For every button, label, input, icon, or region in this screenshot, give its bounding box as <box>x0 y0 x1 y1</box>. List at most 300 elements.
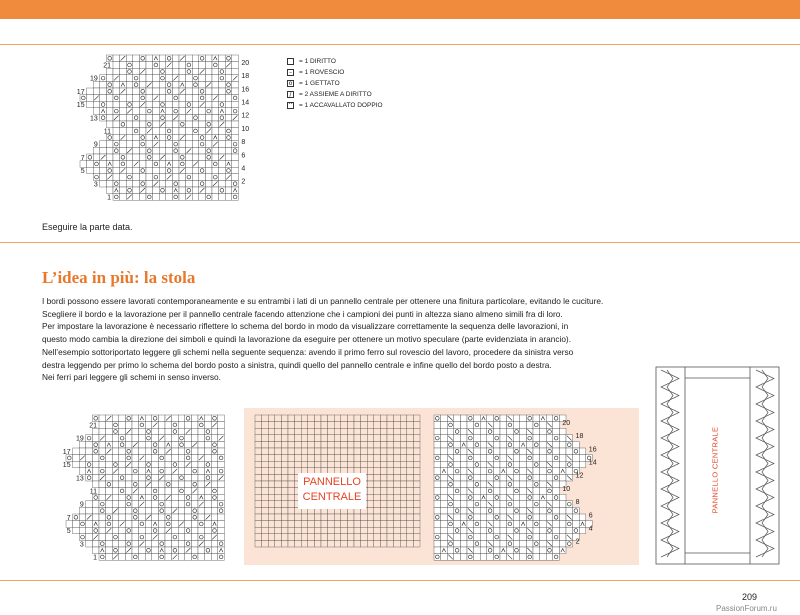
chart-cell <box>99 428 106 435</box>
chart-cell <box>232 88 239 95</box>
chart-cell <box>185 514 192 521</box>
panel-cell <box>361 428 368 435</box>
chart-cell <box>460 514 467 521</box>
chart-cell <box>553 507 560 514</box>
chart-cell <box>199 81 206 88</box>
chart-cell <box>186 68 193 75</box>
chart-cell <box>120 147 127 154</box>
chart-cell <box>474 468 481 475</box>
panel-cell <box>400 534 407 541</box>
chart-cell <box>125 507 132 514</box>
chart-cell <box>106 455 113 462</box>
row-number: 18 <box>575 433 584 441</box>
chart-cell <box>454 554 461 561</box>
chart-cell <box>172 435 179 442</box>
chart-cell <box>93 101 100 108</box>
chart-cell <box>178 422 185 429</box>
chart-cell <box>513 474 520 481</box>
chart-cell <box>520 514 527 521</box>
row-number: 10 <box>562 485 571 493</box>
chart-cell <box>172 154 179 161</box>
chart-cell <box>205 435 212 442</box>
chart-cell <box>145 474 152 481</box>
chart-cell <box>158 461 165 468</box>
legend-item-purl <box>287 67 383 78</box>
chart-cell <box>225 88 232 95</box>
chart-cell <box>185 481 192 488</box>
chart-cell <box>553 527 560 534</box>
chart-cell <box>192 194 199 201</box>
panel-cell <box>341 527 348 534</box>
chart-cell <box>153 147 160 154</box>
chart-cell <box>145 501 152 508</box>
panel-cell <box>387 455 394 462</box>
panel-cell <box>347 461 354 468</box>
panel-cell <box>255 455 262 462</box>
chart-cell <box>152 554 159 561</box>
chart-cell <box>218 514 225 521</box>
chart-cell <box>487 468 494 475</box>
chart-cell <box>513 521 520 528</box>
chart-cell <box>500 481 507 488</box>
chart-cell <box>185 507 192 514</box>
chart-cell <box>133 81 140 88</box>
panel-cell <box>328 455 335 462</box>
panel-cell <box>288 474 295 481</box>
panel-cell <box>354 455 361 462</box>
chart-cell <box>158 455 165 462</box>
chart-cell <box>152 481 159 488</box>
chart-cell <box>232 161 239 168</box>
chart-cell <box>500 554 507 561</box>
panel-cell <box>367 441 374 448</box>
chart-cell <box>211 428 218 435</box>
chart-cell <box>198 554 205 561</box>
chart-cell <box>526 514 533 521</box>
chart-cell <box>520 501 527 508</box>
chart-cell <box>186 55 193 62</box>
chart-cell <box>441 521 448 528</box>
chart-cell <box>573 455 580 462</box>
chart-cell <box>159 161 166 168</box>
chart-cell <box>165 521 172 528</box>
chart-cell <box>113 154 120 161</box>
chart-cell <box>106 514 113 521</box>
chart-cell <box>92 474 99 481</box>
panel-cell <box>380 501 387 508</box>
panel-cell <box>255 494 262 501</box>
chart-cell <box>474 415 481 422</box>
chart-cell <box>106 108 113 115</box>
panel-cell <box>308 540 315 547</box>
chart-cell <box>474 521 481 528</box>
chart-cell <box>454 521 461 528</box>
chart-cell <box>225 101 232 108</box>
chart-cell <box>153 114 160 121</box>
panel-cell <box>334 514 341 521</box>
chart-cell <box>186 161 193 168</box>
panel-cell <box>295 448 302 455</box>
chart-cell <box>454 534 461 541</box>
panel-cell <box>268 435 275 442</box>
row-number: 5 <box>80 168 85 176</box>
panel-cell <box>295 461 302 468</box>
chart-cell <box>540 481 547 488</box>
chart-cell <box>573 521 580 528</box>
panel-cell <box>394 494 401 501</box>
panel-cell <box>380 461 387 468</box>
chart-cell <box>579 448 586 455</box>
chart-cell <box>487 488 494 495</box>
chart-cell <box>441 501 448 508</box>
panel-cell <box>361 435 368 442</box>
chart-cell <box>500 455 507 462</box>
chart-cell <box>219 62 226 69</box>
chart-cell <box>139 114 146 121</box>
panel-cell <box>367 534 374 541</box>
chart-cell <box>218 521 225 528</box>
chart-cell <box>165 534 172 541</box>
chart-cell <box>487 428 494 435</box>
chart-cell <box>434 488 441 495</box>
chart-cell <box>192 81 199 88</box>
chart-cell <box>493 448 500 455</box>
chart-cell <box>540 540 547 547</box>
chart-cell <box>487 415 494 422</box>
chart-cell <box>186 101 193 108</box>
row-number: 16 <box>241 86 250 94</box>
chart-cell <box>199 154 206 161</box>
chart-cell <box>172 415 179 422</box>
panel-cell <box>400 461 407 468</box>
panel-cell <box>262 514 269 521</box>
chart-cell <box>225 114 232 121</box>
chart-cell <box>232 81 239 88</box>
chart-cell <box>212 121 219 128</box>
panel-cell <box>380 441 387 448</box>
chart-cell <box>205 474 212 481</box>
panel-cell <box>308 521 315 528</box>
chart-cell <box>179 128 186 135</box>
panel-cell <box>387 507 394 514</box>
chart-cell <box>185 415 192 422</box>
chart-cell <box>225 81 232 88</box>
chart-cell <box>120 75 127 82</box>
chart-cell <box>533 514 540 521</box>
panel-cell <box>314 448 321 455</box>
chart-cell <box>232 128 239 135</box>
chart-cell <box>191 448 198 455</box>
panel-cell <box>380 514 387 521</box>
chart-cell <box>100 167 107 174</box>
chart-cell <box>179 180 186 187</box>
chart-cell <box>153 154 160 161</box>
chart-cell <box>205 534 212 541</box>
chart-cell <box>186 114 193 121</box>
chart-cell <box>191 554 198 561</box>
panel-cell <box>413 468 420 475</box>
row-number: 21 <box>89 422 97 430</box>
chart-cell <box>480 534 487 541</box>
chart-cell <box>487 435 494 442</box>
chart-cell <box>113 81 120 88</box>
chart-cell <box>132 481 139 488</box>
chart-cell <box>106 422 113 429</box>
chart-cell <box>106 88 113 95</box>
panel-cell <box>394 534 401 541</box>
panel-cell <box>308 455 315 462</box>
panel-cell <box>295 455 302 462</box>
panel-cell <box>400 514 407 521</box>
chart-cell <box>553 415 560 422</box>
chart-cell <box>106 147 113 154</box>
chart-cell <box>211 540 218 547</box>
chart-cell <box>212 174 219 181</box>
chart-cell <box>145 527 152 534</box>
chart-cell <box>460 455 467 462</box>
panel-cell <box>347 534 354 541</box>
chart-cell <box>198 448 205 455</box>
panel-cell <box>387 494 394 501</box>
panel-cell <box>321 521 328 528</box>
panel-cell <box>361 415 368 422</box>
chart-cell <box>146 134 153 141</box>
panel-cell <box>407 428 414 435</box>
chart-cell <box>133 121 140 128</box>
chart-cell <box>199 95 206 102</box>
panel-cell <box>328 428 335 435</box>
panel-cell <box>400 435 407 442</box>
panel-cell <box>400 501 407 508</box>
chart-cell <box>172 540 179 547</box>
panel-cell <box>255 422 262 429</box>
chart-cell <box>125 501 132 508</box>
panel-cell <box>367 422 374 429</box>
chart-cell <box>92 441 99 448</box>
chart-cell <box>205 108 212 115</box>
chart-cell <box>460 428 467 435</box>
chart-cell <box>125 554 132 561</box>
chart-cell <box>159 128 166 135</box>
chart-cell <box>126 180 133 187</box>
chart-cell <box>533 435 540 442</box>
chart-cell <box>454 540 461 547</box>
panel-cell <box>407 527 414 534</box>
chart-cell <box>146 108 153 115</box>
chart-cell <box>493 435 500 442</box>
chart-cell <box>126 62 133 69</box>
chart-cell <box>158 448 165 455</box>
chart-cell <box>172 101 179 108</box>
chart-cell <box>126 167 133 174</box>
panel-cell <box>328 422 335 429</box>
panel-cell <box>347 415 354 422</box>
chart-cell <box>100 147 107 154</box>
panel-cell <box>413 494 420 501</box>
chart-cell <box>152 428 159 435</box>
panel-cell <box>341 514 348 521</box>
chart-cell <box>186 167 193 174</box>
chart-cell <box>474 540 481 547</box>
chart-cell <box>133 68 140 75</box>
chart-cell <box>205 154 212 161</box>
chart-cell <box>166 141 173 148</box>
chart-cell <box>500 488 507 495</box>
panel-cell <box>262 507 269 514</box>
chart-cell <box>212 68 219 75</box>
chart-cell <box>106 187 113 194</box>
chart-cell <box>211 494 218 501</box>
panel-cell <box>268 521 275 528</box>
panel-cell <box>268 514 275 521</box>
chart-cell <box>191 521 198 528</box>
chart-cell <box>99 554 106 561</box>
chart-cell <box>152 415 159 422</box>
chart-cell <box>212 101 219 108</box>
panel-cell <box>262 474 269 481</box>
chart-cell <box>507 481 514 488</box>
panel-cell <box>328 415 335 422</box>
chart-cell <box>158 488 165 495</box>
panel-cell <box>407 534 414 541</box>
panel-cell <box>341 448 348 455</box>
chart-cell <box>132 554 139 561</box>
chart-cell <box>119 540 126 547</box>
chart-cell <box>139 167 146 174</box>
panel-cell <box>268 455 275 462</box>
chart-cell <box>480 468 487 475</box>
chart-cell <box>526 461 533 468</box>
chart-cell <box>139 435 146 442</box>
panel-cell <box>321 422 328 429</box>
chart-cell <box>219 180 226 187</box>
chart-cell <box>447 422 454 429</box>
chart-cell <box>500 448 507 455</box>
chart-cell <box>126 114 133 121</box>
panel-cell <box>255 468 262 475</box>
chart-cell <box>139 55 146 62</box>
chart-cell <box>145 415 152 422</box>
chart-cell <box>559 521 566 528</box>
chart-cell <box>145 428 152 435</box>
panel-cell <box>387 521 394 528</box>
panel-cell <box>275 448 282 455</box>
chart-cell <box>460 547 467 554</box>
chart-cell <box>447 468 454 475</box>
chart-cell <box>125 441 132 448</box>
chart-cell <box>119 461 126 468</box>
row-number: 14 <box>241 99 250 107</box>
panel-cell <box>295 415 302 422</box>
row-number: 13 <box>90 115 98 123</box>
chart-cell <box>159 180 166 187</box>
chart-cell <box>146 194 153 201</box>
panel-cell <box>334 441 341 448</box>
chart-cell <box>133 88 140 95</box>
chart-cell <box>460 481 467 488</box>
chart-cell <box>125 488 132 495</box>
chart-cell <box>99 448 106 455</box>
chart-cell <box>205 134 212 141</box>
legend-item-k2tog <box>287 89 383 100</box>
panel-cell <box>262 461 269 468</box>
chart-cell <box>434 521 441 528</box>
chart-cell <box>139 95 146 102</box>
chart-cell <box>186 128 193 135</box>
chart-cell <box>467 455 474 462</box>
chart-cell <box>146 114 153 121</box>
chart-cell <box>185 448 192 455</box>
chart-cell <box>152 514 159 521</box>
chart-cell <box>106 501 113 508</box>
chart-cell <box>166 81 173 88</box>
footer-rule <box>0 580 800 581</box>
panel-cell <box>361 441 368 448</box>
panel-cell <box>308 428 315 435</box>
chart-cell <box>540 468 547 475</box>
chart-cell <box>87 154 94 161</box>
chart-cell <box>441 527 448 534</box>
chart-cell <box>520 474 527 481</box>
left-border-chart <box>38 412 238 562</box>
panel-cell <box>413 441 420 448</box>
panel-cell <box>380 415 387 422</box>
chart-cell <box>113 167 120 174</box>
chart-cell <box>158 415 165 422</box>
chart-cell <box>165 422 172 429</box>
chart-cell <box>106 554 113 561</box>
chart-cell <box>192 95 199 102</box>
panel-cell <box>354 428 361 435</box>
chart-cell <box>186 154 193 161</box>
panel-cell <box>321 428 328 435</box>
chart-cell <box>454 507 461 514</box>
panel-cell <box>301 461 308 468</box>
chart-cell <box>434 468 441 475</box>
chart-cell <box>119 554 126 561</box>
panel-cell <box>354 514 361 521</box>
panel-cell <box>413 481 420 488</box>
chart-cell <box>172 474 179 481</box>
paragraph-line: Nei ferri pari leggere gli schemi in senso inverso. <box>42 372 221 383</box>
chart-cell <box>205 441 212 448</box>
chart-cell <box>145 534 152 541</box>
panel-cell <box>281 455 288 462</box>
panel-cell <box>394 428 401 435</box>
chart-cell <box>218 441 225 448</box>
chart-cell <box>153 68 160 75</box>
panel-cell <box>413 428 420 435</box>
panel-cell <box>400 521 407 528</box>
chart-cell <box>199 161 206 168</box>
chart-cell <box>132 514 139 521</box>
chart-cell <box>205 422 212 429</box>
chart-cell <box>79 527 86 534</box>
chart-cell <box>132 494 139 501</box>
panel-cell <box>328 540 335 547</box>
chart-cell <box>158 501 165 508</box>
chart-cell <box>146 95 153 102</box>
panel-cell <box>361 540 368 547</box>
chart-cell <box>153 88 160 95</box>
chart-cell <box>205 75 212 82</box>
panel-cell <box>255 514 262 521</box>
chart-cell <box>533 527 540 534</box>
chart-cell <box>480 514 487 521</box>
chart-cell <box>199 174 206 181</box>
chart-cell <box>172 121 179 128</box>
row-number: 19 <box>90 75 98 83</box>
